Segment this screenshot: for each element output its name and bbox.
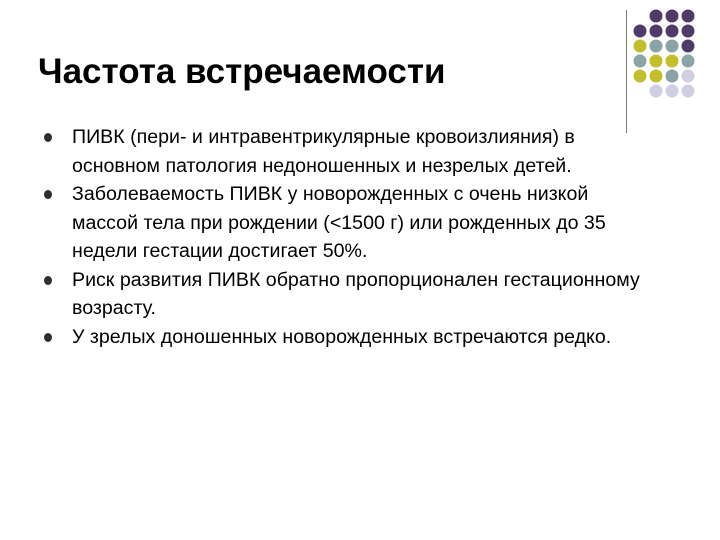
bullet-dot-icon [44,133,52,142]
decorative-dot [682,85,695,98]
decorative-dot [634,25,647,38]
bullet-item [42,323,642,352]
decorative-dot [634,55,647,68]
vertical-divider [626,10,627,133]
decorative-dot [682,10,695,23]
bullet-dot-icon [44,190,52,199]
bullet-dot-icon [44,276,52,285]
slide-title: Частота встречаемости [38,52,446,91]
decorative-dot [650,40,663,53]
decorative-dot [666,40,679,53]
bullet-item [42,123,642,180]
bullet-item [42,180,642,266]
decorative-dot [650,55,663,68]
decorative-dot [666,85,679,98]
decorative-dot [682,55,695,68]
bullet-text: Риск развития ПИВК обратно пропорционален гестационному возрасту. [72,268,640,319]
decorative-dot [650,70,663,83]
bullet-item [42,266,642,323]
bullet-list [42,123,642,351]
decorative-dot [666,25,679,38]
decorative-dot [666,70,679,83]
decorative-dot [650,25,663,38]
decorative-dot [682,40,695,53]
decorative-dot [650,10,663,23]
decorative-dot [666,10,679,23]
bullet-text: У зрелых доношенных новорожденных встречаются редко. [72,325,612,348]
decorative-dot [650,85,663,98]
decorative-dot [634,40,647,53]
decorative-dot [666,55,679,68]
decorative-dot [634,70,647,83]
bullet-dot-icon [44,333,52,342]
decorative-dot [682,25,695,38]
bullet-text: ПИВК (пери- и интравентрикулярные кровоизлияния) в основном патология недоношенных и незрелых детей. [72,126,575,177]
bullet-text: Заболеваемость ПИВК у новорожденных с очень низкой массой тела при рождении (<1500 г) или рожденных до 35 недели гестации достигает 50%. [72,183,606,262]
decorative-dot [682,70,695,83]
